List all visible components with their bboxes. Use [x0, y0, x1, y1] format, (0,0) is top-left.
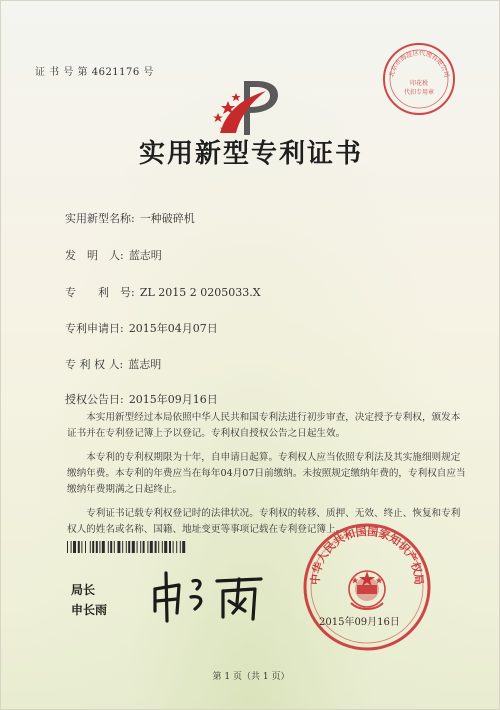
- barcode-bar: [114, 541, 115, 553]
- barcode-bar: [96, 541, 98, 553]
- svg-text:北京市海淀区代理有限公司: 北京市海淀区代理有限公司: [388, 49, 450, 79]
- barcode-bar: [143, 541, 145, 553]
- certificate-title: 实用新型专利证书: [138, 139, 363, 169]
- body-paragraph-1: 本实用新型经过本局依照中华人民共和国专利法进行初步审查，决定授予专利权，颁发本证书并在专利登记簿上予以登记。专利权自授权公告之日起生效。: [67, 412, 461, 439]
- barcode-bar: [128, 541, 130, 553]
- field-value: ZL 2015 2 0205033.X: [139, 286, 261, 299]
- field-patent-number: [65, 281, 261, 300]
- field-value: 蓝志明: [128, 358, 162, 371]
- field-patentee: [65, 353, 161, 372]
- barcode-bar: [150, 541, 153, 553]
- barcode-bar: [155, 541, 157, 553]
- barcode-bar: [67, 541, 68, 553]
- barcode-bar: [73, 541, 76, 553]
- barcode-bar: [102, 541, 105, 553]
- barcode-bar: [78, 541, 80, 553]
- barcode-bar: [117, 541, 120, 553]
- field-label: 专 利 权 人:: [65, 358, 124, 371]
- field-utility-model-name: [65, 207, 195, 226]
- barcode-bar: [132, 541, 135, 553]
- svg-text:中华人民共和国国家知识产权局: 中华人民共和国国家知识产权局: [308, 525, 426, 586]
- barcode-bar: [122, 541, 123, 553]
- field-label: 实用新型名称:: [65, 212, 135, 225]
- barcode-bar: [71, 541, 72, 553]
- body-paragraph-3: 专利证书记载专利权登记时的法律状况。专利权的转移、质押、无效、终止、恢复和专利权人的姓名或名称、国籍、地址变更等事项记载在专利登记簿上。: [67, 508, 461, 535]
- barcode-bar: [182, 541, 185, 553]
- handwritten-signature-icon: [149, 567, 269, 623]
- field-value: 2015年04月07日: [128, 322, 218, 335]
- barcode-bar: [90, 541, 91, 553]
- field-label: 专 利 号:: [65, 286, 135, 299]
- field-label: 发 明 人:: [65, 249, 124, 262]
- field-value: 一种破碎机: [139, 212, 195, 225]
- svg-text:印花税: 印花税: [409, 80, 429, 87]
- barcode-icon: [67, 541, 263, 553]
- barcode-bar: [173, 541, 174, 553]
- barcode-bar: [158, 541, 159, 553]
- agency-stamp: [381, 41, 457, 117]
- barcode-bar: [81, 541, 82, 553]
- barcode-bar: [176, 541, 177, 553]
- barcode-bar: [137, 541, 138, 553]
- barcode-bar: [162, 541, 163, 553]
- barcode-bar: [110, 541, 112, 553]
- barcode-bar: [99, 541, 100, 553]
- barcode-bar: [147, 541, 148, 553]
- barcode-bar: [180, 541, 181, 553]
- body-paragraph-2: 本专利的专利权期限为十年，自申请日起算。专利权人应当依照专利法及其实施细则规定缴纳年费。本专利的年费应当在每年04月07日前缴纳。未按照规定缴纳年费的，专利权自应当缴纳年费期满之日起终止。: [67, 452, 466, 495]
- field-grant-date: [65, 388, 218, 407]
- barcode-bar: [140, 541, 141, 553]
- barcode-bar: [85, 541, 86, 553]
- field-label: 专利申请日:: [65, 322, 124, 335]
- certificate-number: 证 书 号 第 4621176 号: [35, 67, 154, 78]
- barcode-bar: [169, 541, 171, 553]
- director-name: 申长雨: [71, 603, 108, 617]
- field-label: 授权公告日:: [65, 393, 124, 406]
- seal-date: 2015年09月16日: [319, 617, 400, 628]
- field-value: 2015年09月16日: [128, 393, 218, 406]
- barcode-bar: [164, 541, 167, 553]
- field-value: 蓝志明: [128, 249, 162, 262]
- field-inventor: [65, 244, 162, 263]
- director-title: 局长: [71, 583, 96, 597]
- field-application-date: [65, 317, 218, 336]
- svg-text:代扣专用章: 代扣专用章: [403, 89, 435, 96]
- barcode-bar: [92, 541, 94, 553]
- official-seal: [301, 521, 433, 653]
- page-number: 第 1 页（共 1 页）: [212, 672, 290, 682]
- barcode-bar: [126, 541, 127, 553]
- barcode-bar: [108, 541, 109, 553]
